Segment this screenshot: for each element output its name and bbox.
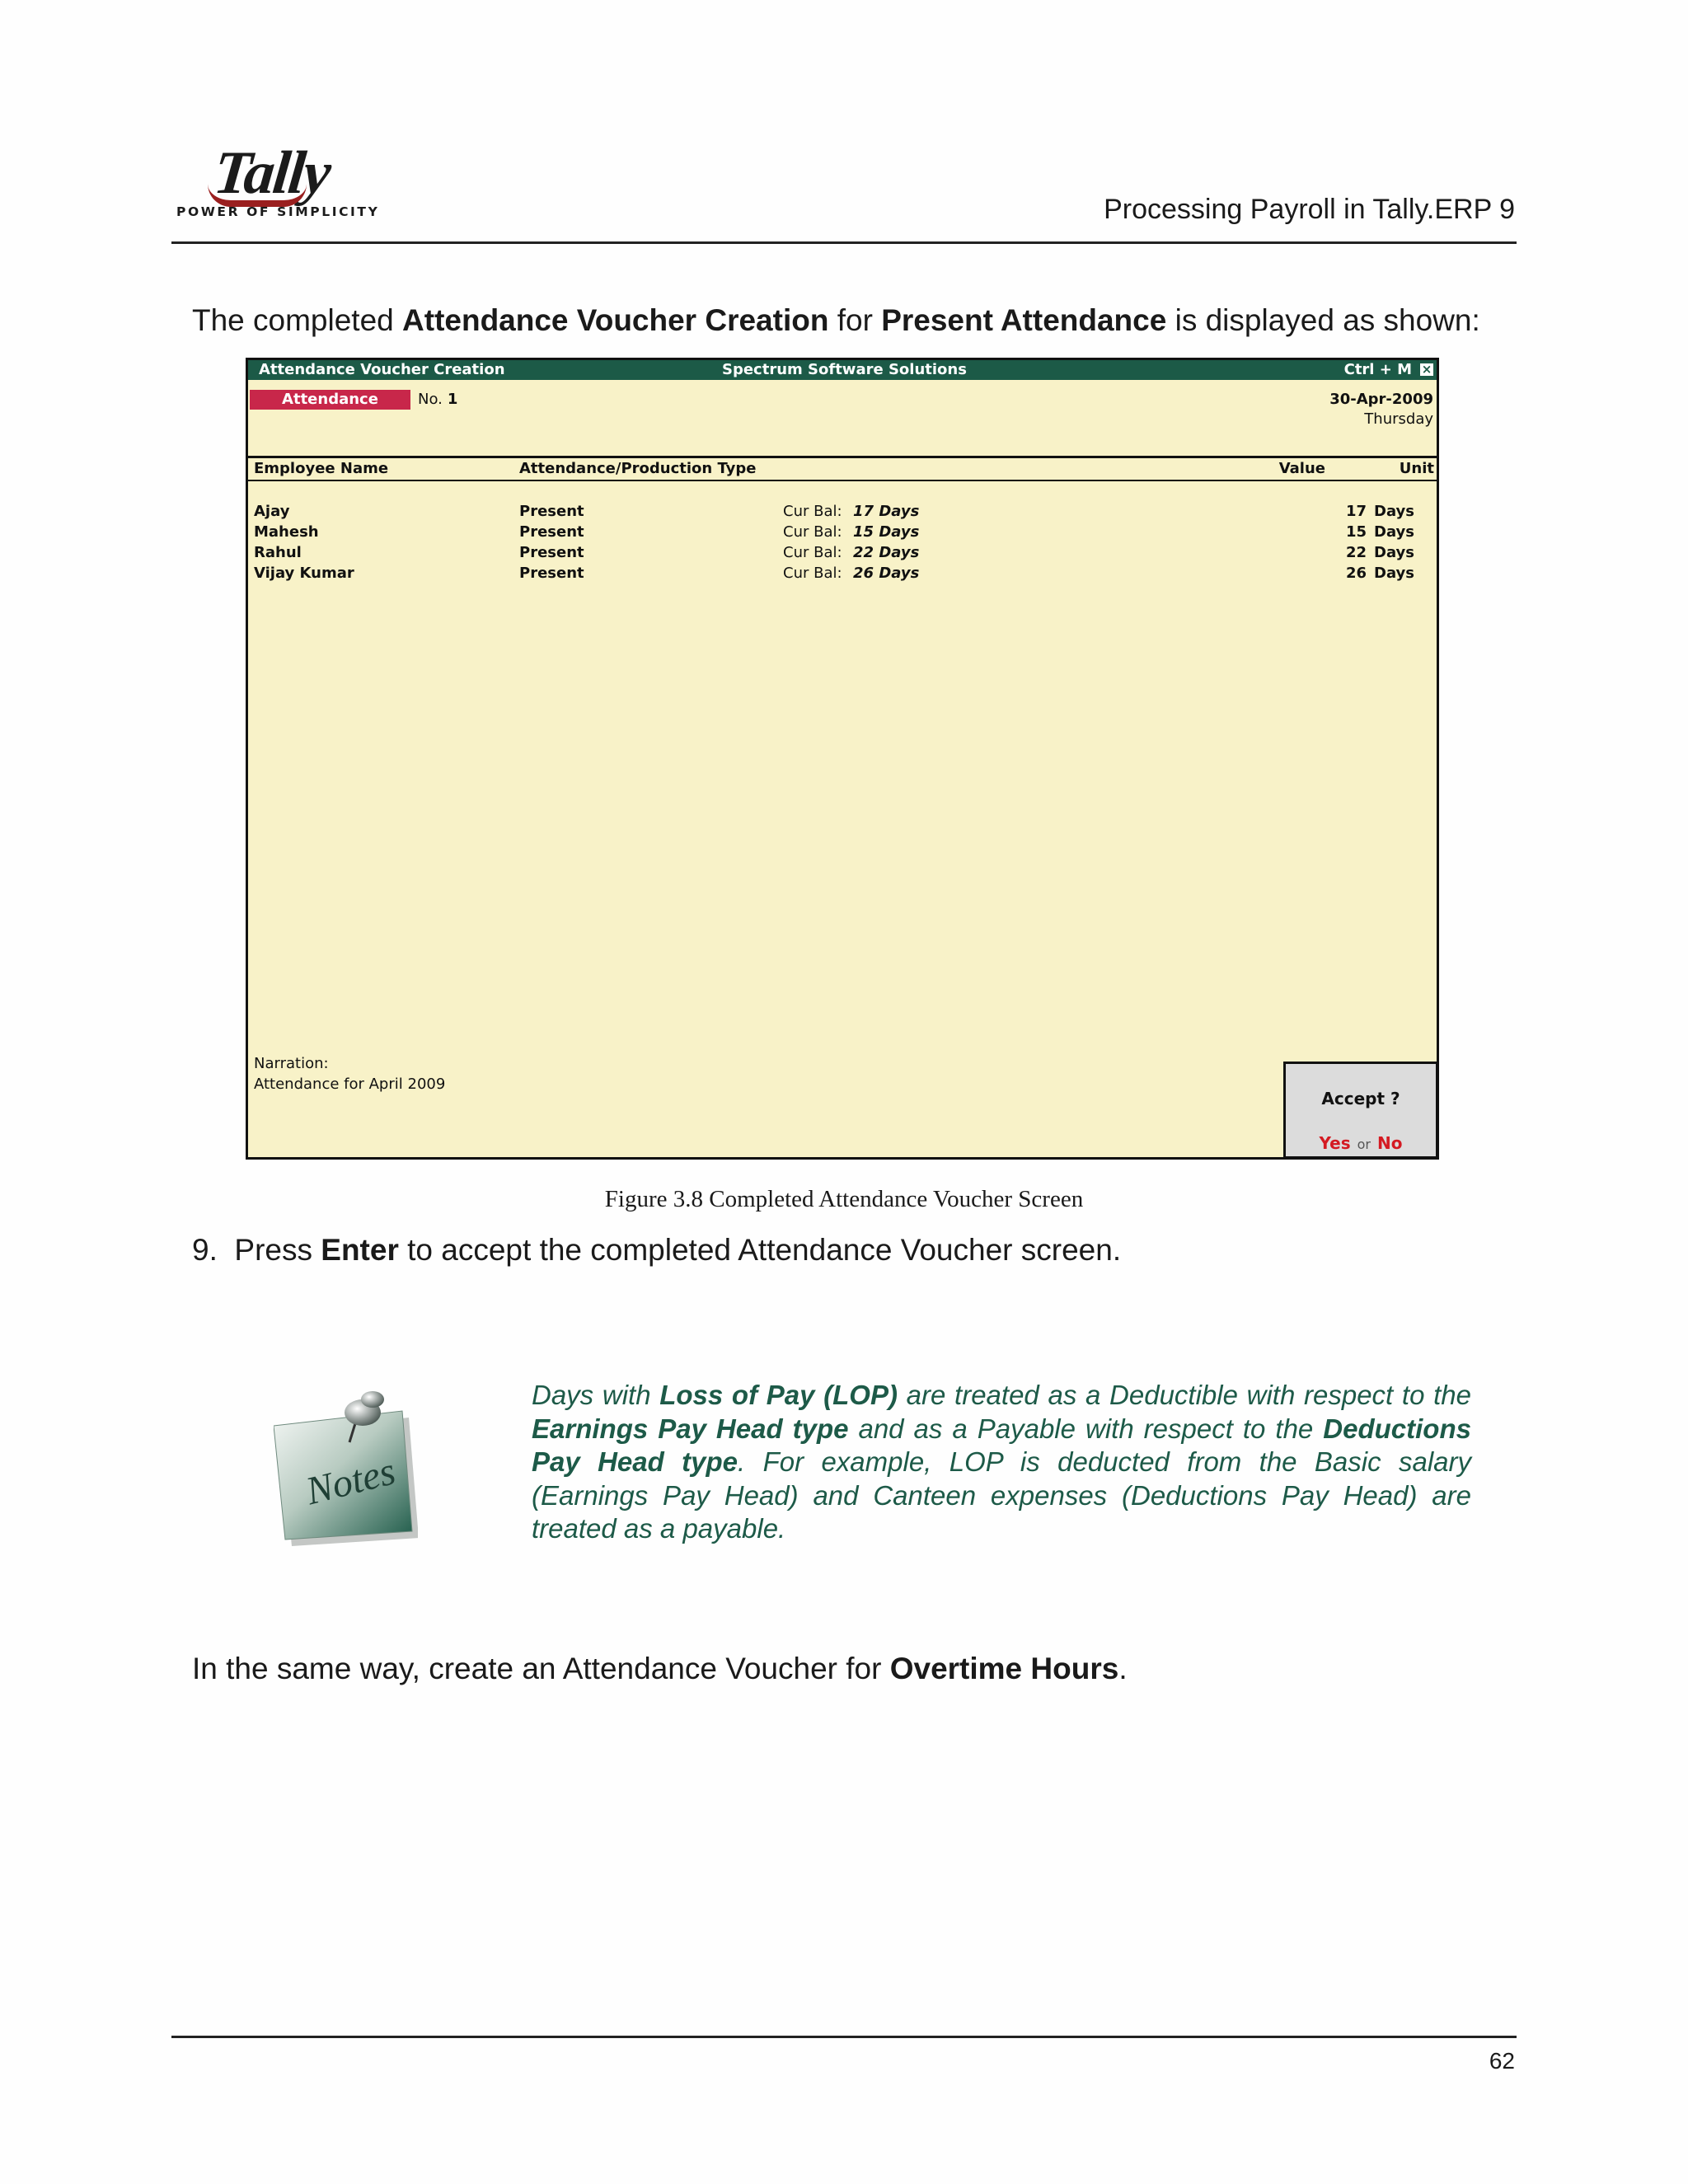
notes-bold-3: Deductions Pay Head type [532,1413,1471,1477]
attendance-type[interactable]: Present [519,523,584,541]
current-balance-label: Cur Bal: [783,503,842,520]
column-value: Value [1278,460,1325,477]
step-bold-1: Enter [321,1233,399,1267]
column-headers [248,456,1437,481]
attendance-value[interactable] [1346,563,1412,583]
intro-text-2: for [828,303,882,337]
current-balance-value: 26 Days [853,565,920,582]
logo-wordmark: Tally [210,139,333,207]
figure-caption: Figure 3.8 Completed Attendance Voucher Screen [604,1186,1084,1212]
accept-yes-button[interactable]: Yes [1319,1133,1351,1153]
current-balance-label: Cur Bal: [783,544,842,561]
closing-paragraph [192,1652,1128,1686]
accept-dialog [1283,1062,1438,1159]
attendance-type[interactable]: Present [519,544,584,561]
table-row[interactable] [248,563,1437,583]
notes-text-2: are treated as a Deductible with respect to the [897,1380,1471,1410]
attendance-value[interactable] [1346,522,1412,542]
tally-logo [175,138,380,221]
notes-text-3: and as a Payable with respect to the [848,1413,1324,1444]
header-rule [171,241,1517,244]
step-number: 9. [192,1233,218,1267]
table-row[interactable] [248,522,1437,542]
accept-options [1286,1133,1436,1153]
step-text-2: to accept the completed Attendance Voucher screen. [398,1233,1122,1267]
current-balance-label: Cur Bal: [783,523,842,541]
close-icon[interactable]: × [1421,362,1432,377]
logo-swoosh [208,184,307,207]
attendance-rows [248,501,1437,583]
voucher-number [418,390,457,410]
company-name: Spectrum Software Solutions [722,361,967,378]
chapter-title: Processing Payroll in Tally.ERP 9 [1104,194,1515,225]
table-row[interactable] [248,501,1437,522]
notes-text-1: Days with [532,1380,660,1410]
closing-bold-1: Overtime Hours [889,1652,1119,1685]
accept-question: Accept ? [1321,1089,1400,1108]
column-unit: Unit [1399,460,1434,477]
shortcut-label: Ctrl + M [1343,361,1412,378]
attendance-type[interactable]: Present [519,503,584,520]
current-balance-value: 15 Days [853,523,920,541]
notes-bold-2: Earnings Pay Head type [532,1413,849,1444]
attendance-type[interactable]: Present [519,565,584,582]
intro-bold-2: Present Attendance [881,303,1167,337]
attendance-voucher-screen [246,358,1439,1160]
intro-text-1: The completed [192,303,403,337]
voucher-date[interactable]: 30-Apr-2009 [1329,391,1433,408]
employee-name[interactable]: Vijay Kumar [254,565,354,582]
attendance-value[interactable] [1346,501,1412,522]
accept-or-label: or [1357,1137,1371,1152]
employee-name[interactable]: Ajay [254,503,290,520]
value-unit: Days [1374,523,1414,541]
intro-bold-1: Attendance Voucher Creation [402,303,829,337]
notes-text [532,1379,1471,1546]
current-balance-value: 17 Days [853,503,920,520]
closing-text-2: . [1118,1652,1128,1685]
step-instruction [192,1233,1121,1268]
voucher-day: Thursday [1364,410,1433,428]
narration-field[interactable]: Attendance for April 2009 [254,1076,446,1093]
value-unit: Days [1374,503,1414,520]
value-unit: Days [1374,544,1414,561]
employee-name[interactable]: Rahul [254,544,302,561]
notes-text-4: . For example, LOP is deducted from the Basic salary (Earnings Pay Head) and Canteen expenses (Deductions Pay Head) are treated as a payable. [532,1446,1472,1544]
accept-no-button[interactable]: No [1377,1133,1403,1153]
page-number: 62 [1489,2048,1515,2074]
current-balance-label: Cur Bal: [783,565,842,582]
screen-titlebar [248,360,1437,380]
value-unit: Days [1374,565,1414,582]
column-attendance-type: Attendance/Production Type [519,460,757,477]
closing-text-1: In the same way, create an Attendance Voucher for [192,1652,890,1685]
svg-text:Notes: Notes [301,1449,400,1514]
current-balance-value: 22 Days [853,544,920,561]
value-number: 22 [1346,544,1367,561]
column-employee-name: Employee Name [254,460,389,477]
logo-tagline: POWER OF SIMPLICITY [176,204,380,219]
intro-text-3: is displayed as shown: [1166,303,1480,337]
footer-rule [171,2036,1517,2038]
attendance-value[interactable] [1346,542,1412,563]
table-row[interactable] [248,542,1437,563]
voucher-type-badge[interactable]: Attendance [250,390,410,410]
value-number: 17 [1346,503,1367,520]
value-number: 26 [1346,565,1367,582]
step-text-1: Press [234,1233,321,1267]
notes-bold-1: Loss of Pay (LOP) [659,1380,898,1410]
intro-paragraph [192,303,1480,338]
screen-title: Attendance Voucher Creation [259,361,505,378]
voucher-number-value: 1 [447,391,458,408]
voucher-number-label: No. [418,391,443,408]
value-number: 15 [1346,523,1367,541]
notes-icon [274,1390,418,1546]
employee-name[interactable]: Mahesh [254,523,319,541]
narration-label: Narration: [254,1055,329,1072]
